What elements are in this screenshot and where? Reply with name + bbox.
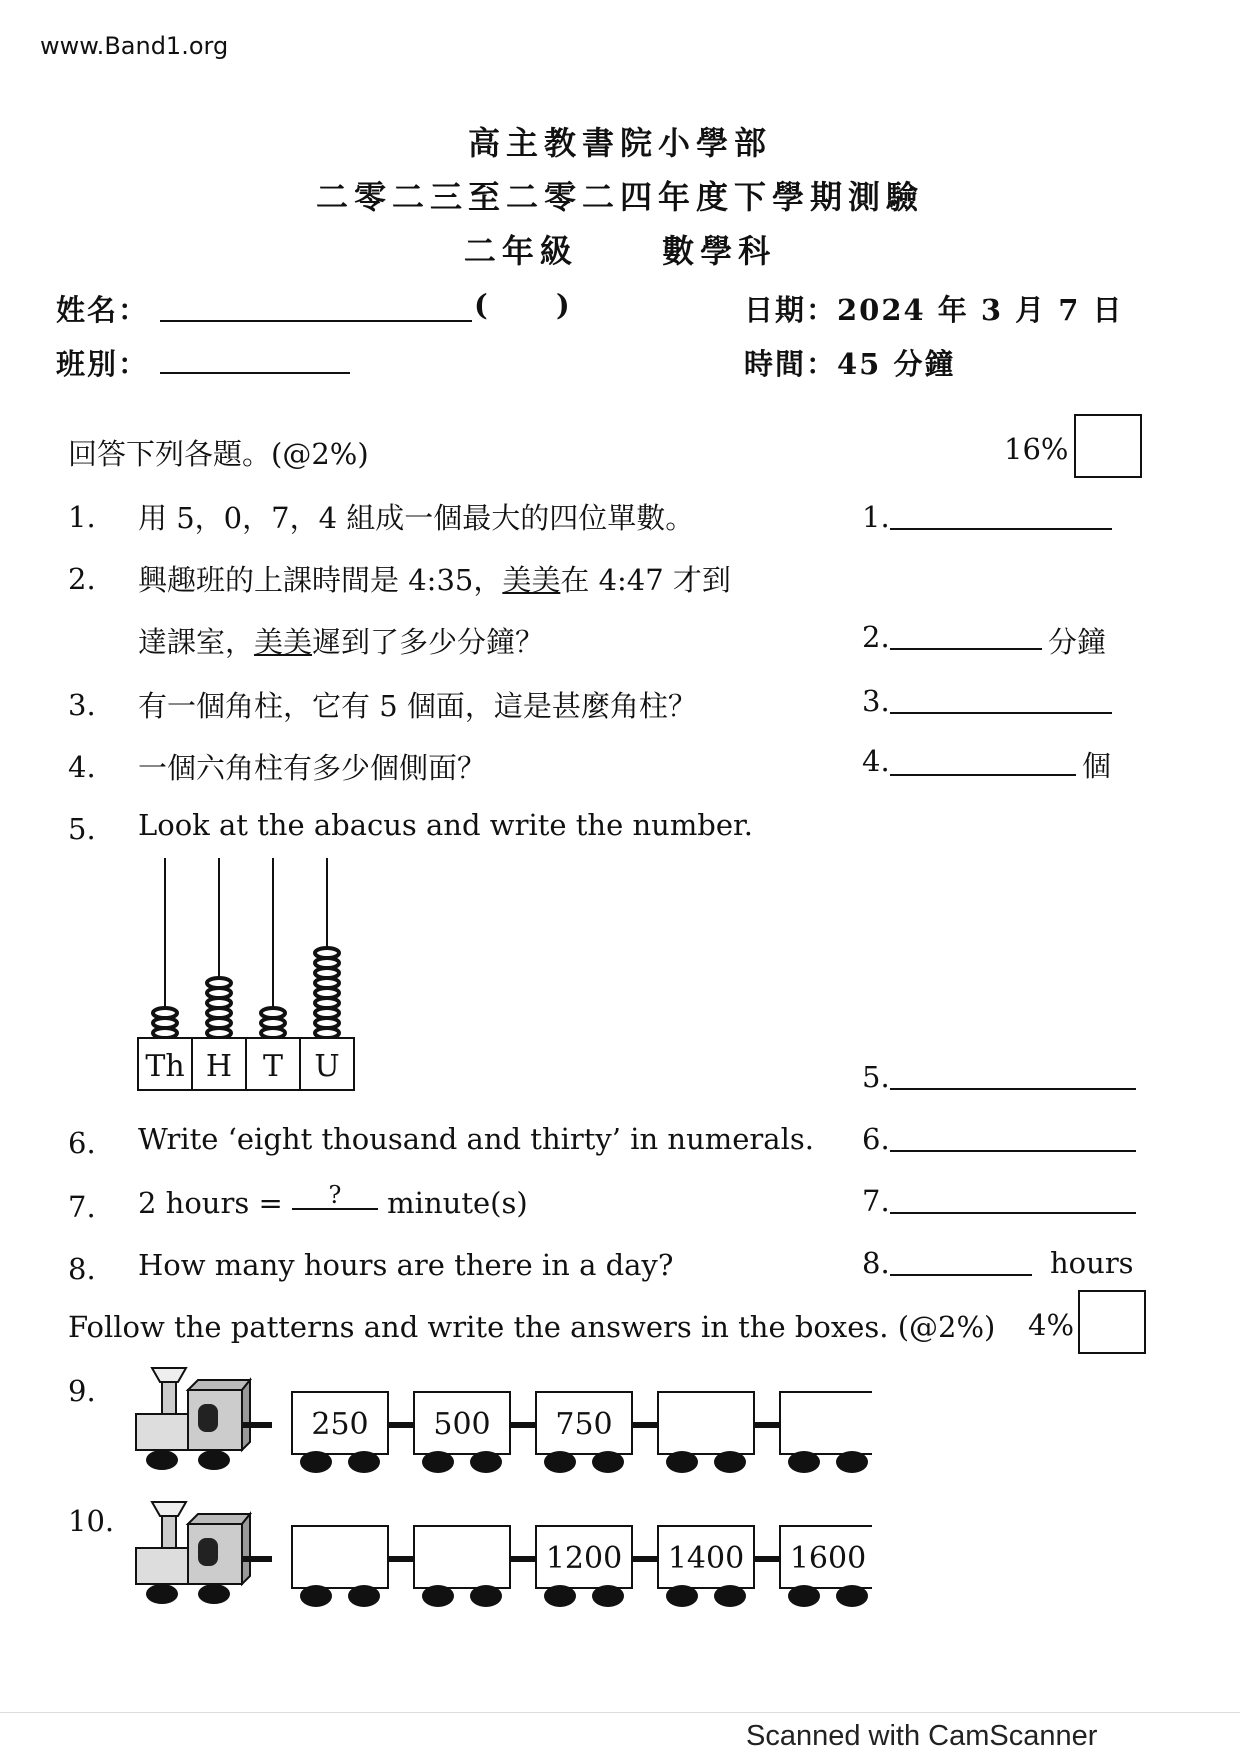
q4-text: 一個六角柱有多少個側面？: [138, 751, 487, 785]
q10-train: [132, 1496, 872, 1612]
grade-label: 二年級: [463, 232, 578, 270]
q6-number: 6.: [68, 1126, 96, 1160]
name-paren-close: ): [556, 288, 572, 322]
section2-score: 4%: [1028, 1308, 1075, 1342]
train-car-box: [510, 1526, 632, 1607]
q8-answer-field[interactable]: [890, 1274, 1032, 1276]
watermark-url: www.Band1.org: [40, 32, 229, 60]
q9-train: [132, 1362, 872, 1478]
train-engine-icon: [136, 1502, 272, 1604]
q2-name-2: 美美: [254, 625, 313, 659]
q1-answer-field[interactable]: [890, 528, 1112, 530]
q2-name-1: 美美: [502, 563, 561, 597]
class-field[interactable]: [160, 372, 350, 374]
q6-text: Write ‘eight thousand and thirty’ in numerals.: [138, 1122, 814, 1156]
q3-answer-field[interactable]: [890, 712, 1112, 714]
footer-divider: [0, 1712, 1240, 1713]
abacus-bead: [261, 1008, 285, 1018]
q7-text-b: minute(s): [377, 1186, 528, 1220]
train-car-box: [388, 1392, 510, 1473]
q5-text: Look at the abacus and write the number.: [138, 808, 753, 842]
train-car-value: 750: [555, 1407, 613, 1442]
train-car-value: 1200: [545, 1541, 623, 1576]
abacus-place-label: H: [205, 1049, 233, 1084]
section1-score-box[interactable]: [1074, 414, 1142, 478]
abacus: [128, 858, 390, 1100]
section1-instruction: 回答下列各題。(@2%): [68, 437, 369, 471]
train-engine-icon: [136, 1368, 272, 1470]
q3-number: 3.: [68, 688, 96, 722]
abacus-bead: [207, 978, 231, 988]
q2-unit: 分鐘: [1048, 625, 1107, 659]
train-car-box: [292, 1392, 388, 1473]
train-car-box: [754, 1526, 872, 1607]
school-name: 高主教書院小學部: [467, 124, 772, 162]
q3-answer-number: 3.: [862, 684, 890, 718]
subject-label: 數學科: [662, 232, 777, 270]
q4-answer-number: 4.: [862, 744, 890, 778]
q2-line1-a: 興趣班的上課時間是 4:35，: [138, 563, 503, 597]
q1-answer-number: 1.: [862, 500, 890, 534]
q7-blank: ?: [292, 1182, 378, 1210]
date-label: 日期：2024 年 3 月 7 日: [744, 293, 1124, 327]
class-label: 班別：: [56, 347, 150, 381]
q2-answer-number: 2.: [862, 620, 890, 654]
q8-unit: hours: [1050, 1246, 1134, 1280]
abacus-place-label: U: [314, 1049, 340, 1084]
q8-number: 8.: [68, 1252, 96, 1286]
q4-unit: 個: [1082, 749, 1112, 783]
q2-line2-a: 達課室，: [138, 625, 255, 659]
q3-text: 有一個角柱，它有 5 個面，這是甚麼角柱？: [138, 689, 697, 723]
q6-answer-field[interactable]: [890, 1150, 1136, 1152]
section2-score-box[interactable]: [1078, 1290, 1146, 1354]
q2-answer-field[interactable]: [890, 648, 1042, 650]
q2-line2-b: 遲到了多少分鐘？: [312, 625, 545, 659]
q2-line2: [138, 620, 544, 661]
q6-answer-number: 6.: [862, 1122, 890, 1156]
exam-title: 二零二三至二零二四年度下學期測驗: [315, 178, 924, 216]
train-car-value: 500: [433, 1407, 491, 1442]
q5-number: 5.: [68, 812, 96, 846]
q10-number: 10.: [68, 1504, 115, 1538]
q2-line1-b: 在 4:47 才到: [560, 563, 731, 597]
abacus-bead: [153, 1008, 177, 1018]
train-car-box[interactable]: [754, 1392, 872, 1473]
q2-number: 2.: [68, 562, 96, 596]
train-car-box: [510, 1392, 632, 1473]
q9-number: 9.: [68, 1374, 96, 1408]
q4-number: 4.: [68, 750, 96, 784]
q8-text: How many hours are there in a day?: [138, 1248, 674, 1282]
q5-answer-field[interactable]: [890, 1088, 1136, 1090]
name-label: 姓名：: [56, 293, 150, 327]
train-car-box: [632, 1526, 754, 1607]
q7-text: [138, 1181, 528, 1220]
section2-instruction: Follow the patterns and write the answers in the boxes. (@2%): [68, 1310, 996, 1344]
q4-answer-field[interactable]: [890, 774, 1076, 776]
abacus-bead: [315, 948, 339, 958]
q1-number: 1.: [68, 500, 96, 534]
train-car-value: 1400: [667, 1541, 745, 1576]
q7-answer-number: 7.: [862, 1184, 890, 1218]
name-paren-open: (: [474, 288, 490, 322]
grade-subject: [0, 226, 1240, 272]
train-car-box[interactable]: [632, 1392, 754, 1473]
q1-text: 用 5，0，7，4 組成一個最大的四位單數。: [138, 501, 695, 535]
q8-answer-number: 8.: [862, 1246, 890, 1280]
abacus-place-label: T: [262, 1049, 284, 1084]
q7-number: 7.: [68, 1190, 96, 1224]
train-car-box[interactable]: [388, 1526, 510, 1607]
q5-answer-number: 5.: [862, 1060, 890, 1094]
q2-line1: [138, 558, 731, 599]
train-car-box[interactable]: [292, 1526, 388, 1607]
train-car-value: 250: [311, 1407, 369, 1442]
abacus-place-label: Th: [145, 1049, 185, 1084]
section1-score: 16%: [1004, 432, 1069, 466]
q7-text-a: 2 hours =: [138, 1186, 292, 1220]
name-field[interactable]: [160, 320, 472, 322]
train-car-value: 1600: [789, 1541, 867, 1576]
footer-scanner: Scanned with CamScanner: [746, 1720, 1098, 1752]
time-label: 時間：45 分鐘: [744, 347, 956, 381]
q7-answer-field[interactable]: [890, 1212, 1136, 1214]
